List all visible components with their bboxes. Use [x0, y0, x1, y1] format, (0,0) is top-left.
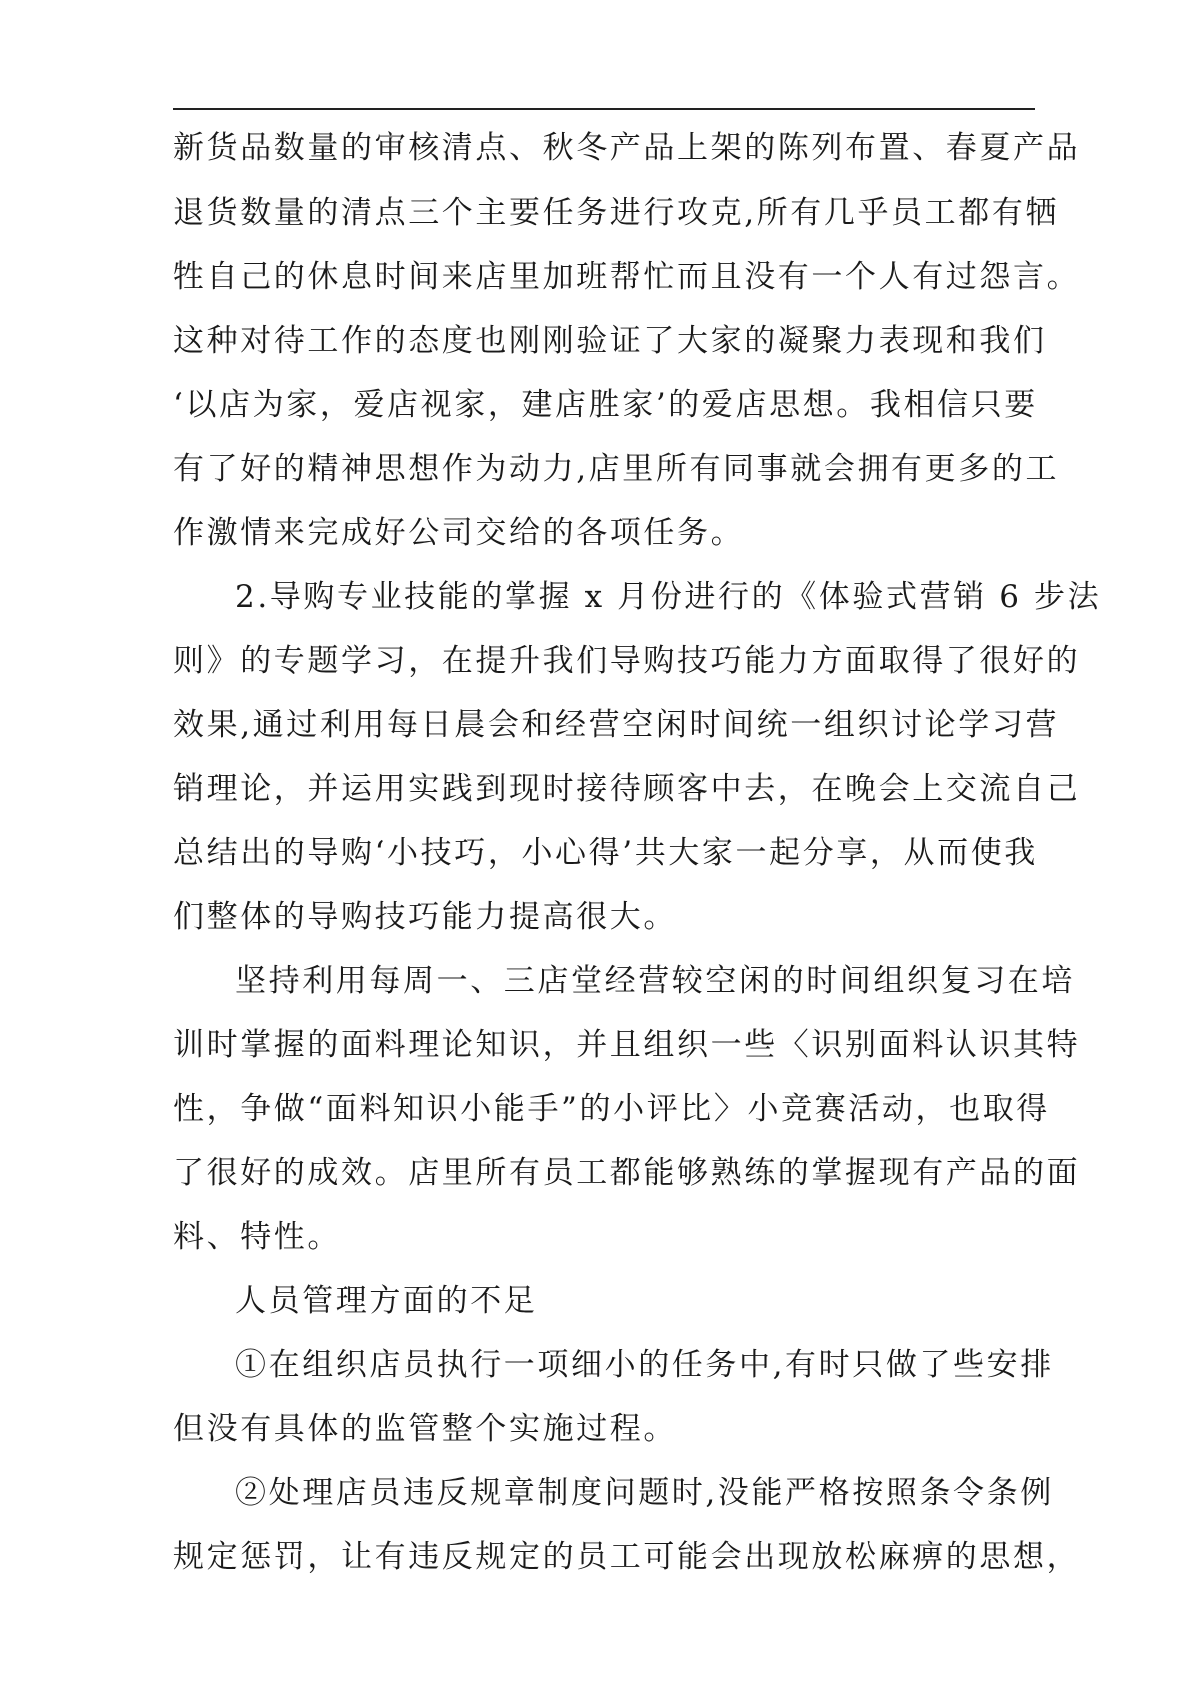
text-line: 新货品数量的审核清点、秋冬产品上架的陈列布置、春夏产品 — [173, 130, 1081, 166]
text-line: 2.导购专业技能的掌握 x 月份进行的《体验式营销 6 步法 — [235, 579, 1102, 615]
text-line: ‘以店为家，爱店视家，建店胜家’的爱店思想。我相信只要 — [173, 387, 1038, 423]
text-line: 牲自己的休息时间来店里加班帮忙而且没有一个人有过怨言。 — [173, 259, 1081, 295]
text-line: ②处理店员违反规章制度问题时,没能严格按照条令条例 — [235, 1475, 1054, 1511]
text-line: 这种对待工作的态度也刚刚验证了大家的凝聚力表现和我们 — [173, 323, 1047, 359]
header-rule — [173, 108, 1035, 110]
text-line: 则》的专题学习，在提升我们导购技巧能力方面取得了很好的 — [173, 643, 1081, 679]
text-line: 们整体的导购技巧能力提高很大。 — [173, 899, 677, 935]
text-line: 有了好的精神思想作为动力,店里所有同事就会拥有更多的工 — [173, 451, 1060, 487]
text-line: 退货数量的清点三个主要任务进行攻克,所有几乎员工都有牺 — [173, 195, 1060, 231]
text-line: 但没有具体的监管整个实施过程。 — [173, 1411, 677, 1447]
text-line: 规定惩罚，让有违反规定的员工可能会出现放松麻痹的思想， — [173, 1539, 1081, 1575]
text-line: 效果,通过利用每日晨会和经营空闲时间统一组织讨论学习营 — [173, 707, 1060, 743]
text-line: 坚持利用每周一、三店堂经营较空闲的时间组织复习在培 — [235, 963, 1075, 999]
text-line: 了很好的成效。店里所有员工都能够熟练的掌握现有产品的面 — [173, 1155, 1081, 1191]
text-line: ①在组织店员执行一项细小的任务中,有时只做了些安排 — [235, 1347, 1054, 1383]
text-line: 性，争做“面料知识小能手”的小评比〉小竞赛活动，也取得 — [173, 1091, 1050, 1127]
text-line: 作激情来完成好公司交给的各项任务。 — [173, 515, 745, 551]
text-line: 总结出的导购‘小技巧，小心得’共大家一起分享，从而使我 — [173, 835, 1038, 871]
text-line: 销理论，并运用实践到现时接待顾客中去，在晚会上交流自己 — [173, 771, 1081, 807]
text-line: 训时掌握的面料理论知识，并且组织一些〈识别面料认识其特 — [173, 1027, 1081, 1063]
text-line: 料、特性。 — [173, 1219, 341, 1255]
section-heading: 人员管理方面的不足 — [235, 1283, 538, 1319]
